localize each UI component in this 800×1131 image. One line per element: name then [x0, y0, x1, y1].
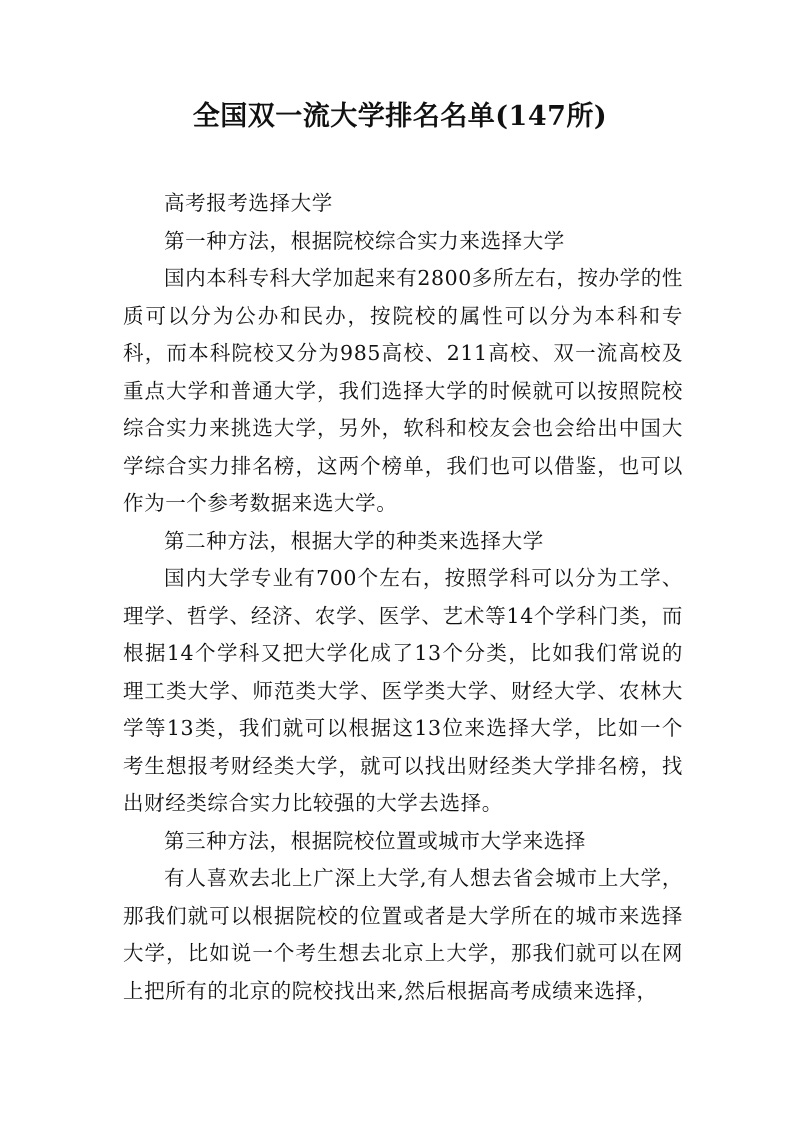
paragraph-method-3-body: 有人喜欢去北上广深上大学,有人想去省会城市上大学，那我们就可以根据院校的位置或者是大学所在的城市来选择大学，比如说一个考生想去北京上大学，那我们就可以在网上把所有的北京的院校找出来,然后根据高考成绩来选择，: [123, 866, 683, 1003]
paragraph-heading: 高考报考选择大学: [164, 191, 333, 215]
paragraph-method-3-heading: 第三种方法，根据院校位置或城市大学来选择: [164, 828, 586, 853]
paragraph-method-2-body: 国内大学专业有700个左右，按照学科可以分为工学、理学、哲学、经济、农学、医学、艺术等14个学科门类，而根据14个学科又把大学化成了13个分类，比如我们常说的理工类大学、师范类大学、医学类大学、财经大学、农林大学等13类，我们就可以根据这13位来选择大学，比如一个考生想报考财经类大学，就可以找出财经类大学排名榜，找出财经类综合实力比较强的大学去选择。: [123, 566, 683, 815]
paragraph-method-1-body: 国内本科专科大学加起来有2800多所左右，按办学的性质可以分为公办和民办，按院校的属性可以分为本科和专科，而本科院校又分为985高校、211高校、双一流高校及重点大学和普通大学，我们选择大学的时候就可以按照院校综合实力来挑选大学，另外，软科和校友会也会给出中国大学综合实力排名榜，这两个榜单，我们也可以借鉴，也可以作为一个参考数据来选大学。: [123, 266, 683, 515]
document-title: 全国双一流大学排名名单(147所): [192, 101, 608, 132]
document-body: [123, 185, 683, 1010]
paragraph-method-1-heading: 第一种方法，根据院校综合实力来选择大学: [164, 228, 565, 253]
paragraph-method-2-heading: 第二种方法，根据大学的种类来选择大学: [164, 528, 544, 553]
